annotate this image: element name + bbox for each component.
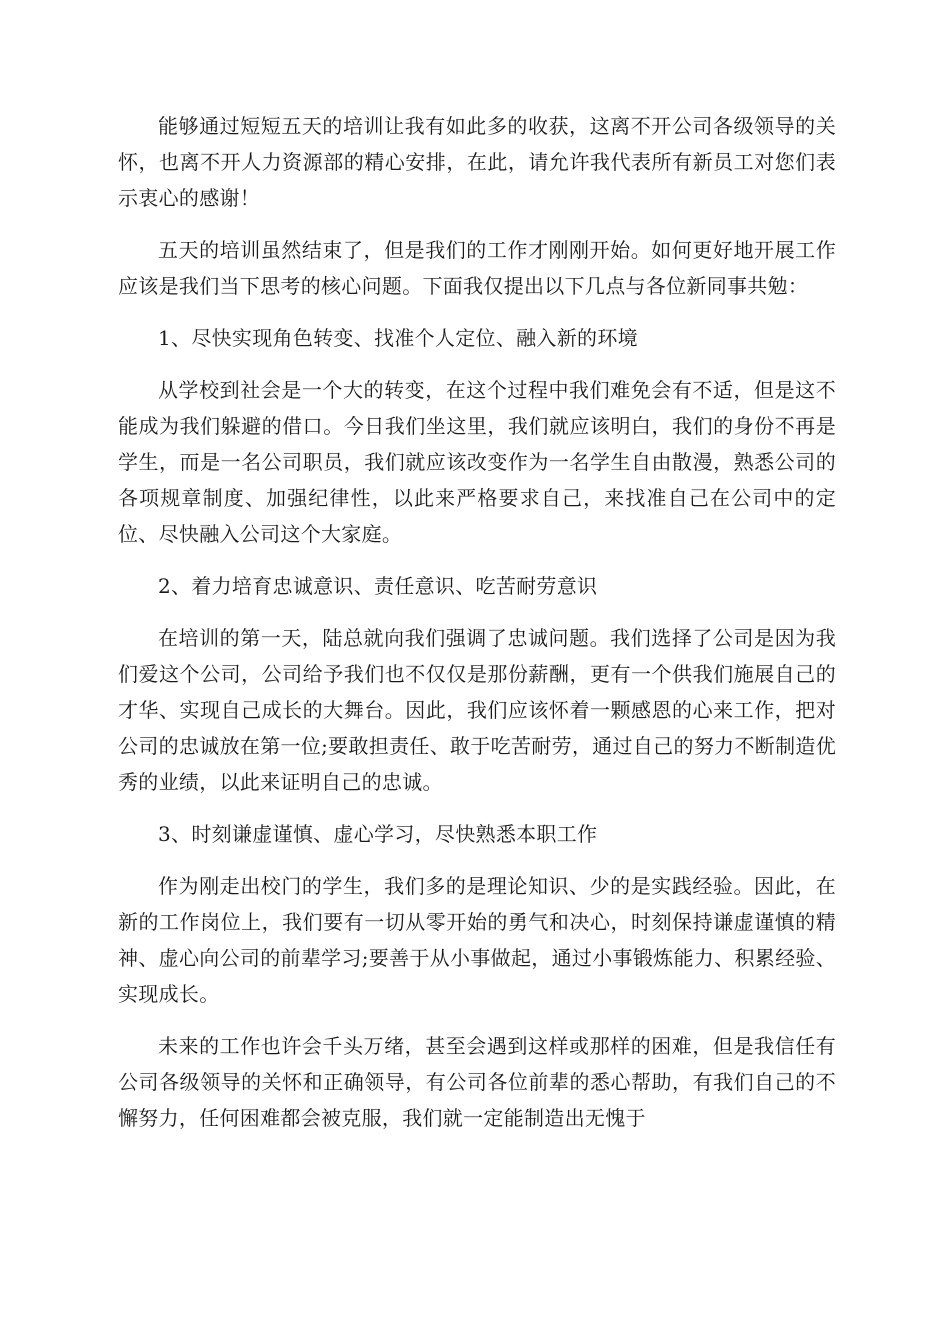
paragraph-gratitude: 能够通过短短五天的培训让我有如此多的收获，这离不开公司各级领导的关怀，也离不开人力资源部的精心安排，在此，请允许我代表所有新员工对您们表示衷心的感谢！ (118, 114, 836, 210)
paragraph-role-change: 从学校到社会是一个大的转变，在这个过程中我们难免会有不适，但是这不能成为我们躲避的借口。今日我们坐这里，我们就应该明白，我们的身份不再是学生，而是一名公司职员，我们就应该改变作为一名学生自由散漫，熟悉公司的各项规章制度、加强纪律性，以此来严格要求自己，来找准自己在公司中的定位、尽快融入公司这个大家庭。 (118, 378, 836, 546)
document-body (118, 108, 836, 1152)
section-heading-2: 2、着力培育忠诚意识、责任意识、吃苦耐劳意识 (158, 574, 598, 598)
paragraph-introduction: 五天的培训虽然结束了，但是我们的工作才刚刚开始。如何更好地开展工作应该是我们当下思考的核心问题。下面我仅提出以下几点与各位新同事共勉： (118, 238, 836, 298)
paragraph-future: 未来的工作也许会千头万绪，甚至会遇到这样或那样的困难，但是我信任有公司各级领导的关怀和正确领导，有公司各位前辈的悉心帮助，有我们自己的不懈努力，任何困难都会被克服，我们就一定能制造出无愧于 (118, 1034, 836, 1130)
paragraph-loyalty: 在培训的第一天，陆总就向我们强调了忠诚问题。我们选择了公司是因为我们爱这个公司，公司给予我们也不仅仅是那份薪酬，更有一个供我们施展自己的才华、实现自己成长的大舞台。因此，我们应该怀着一颗感恩的心来工作，把对公司的忠诚放在第一位;要敢担责任、敢于吃苦耐劳，通过自己的努力不断制造优秀的业绩，以此来证明自己的忠诚。 (118, 626, 836, 794)
paragraph-humility: 作为刚走出校门的学生，我们多的是理论知识、少的是实践经验。因此，在新的工作岗位上，我们要有一切从零开始的勇气和决心，时刻保持谦虚谨慎的精神、虚心向公司的前辈学习;要善于从小事做起，通过小事锻炼能力、积累经验、实现成长。 (118, 874, 836, 1006)
section-heading-3: 3、时刻谦虚谨慎、虚心学习，尽快熟悉本职工作 (158, 822, 598, 846)
section-heading-1: 1、尽快实现角色转变、找准个人定位、融入新的环境 (158, 326, 638, 350)
